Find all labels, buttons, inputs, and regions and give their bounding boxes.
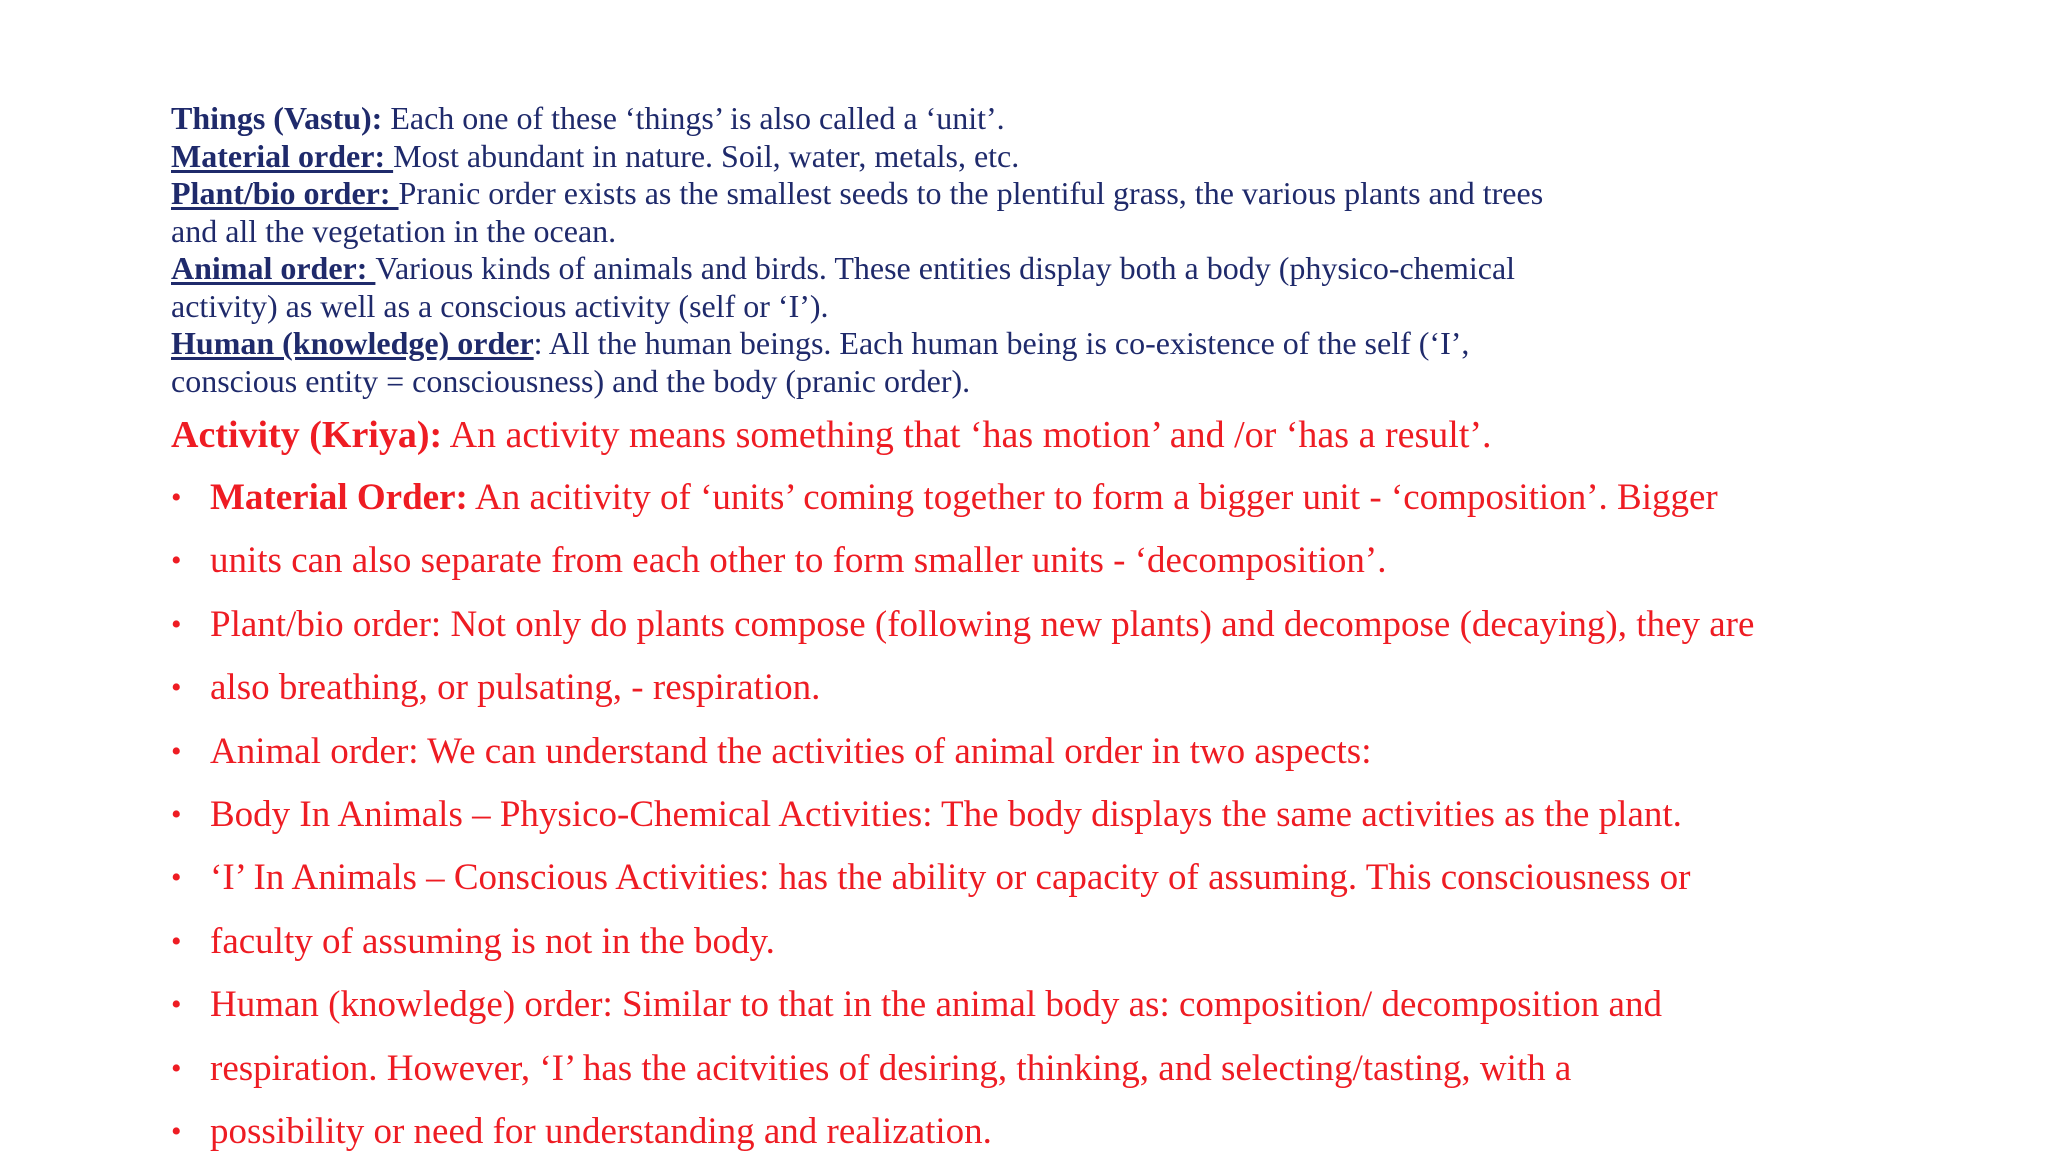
activity-text: An activity means something that ‘has motion’ and /or ‘has a result’.	[442, 414, 1492, 456]
bullet-item	[171, 1108, 1754, 1171]
bullet-text: Plant/bio order: Not only do plants compose (following new plants) and decompose (decaying), they are	[210, 603, 1755, 645]
bullet-item	[171, 854, 1754, 917]
plant-text-1: Pranic order exists as the smallest seeds to the plentiful grass, the various plants and trees	[398, 175, 1544, 211]
animal-text-1: Various kinds of animals and birds. These entities display both a body (physico-chemical	[375, 250, 1516, 286]
bullet-item	[171, 981, 1754, 1044]
material-line	[171, 138, 1891, 176]
bullet-item	[171, 664, 1754, 727]
animal-text-2: activity) as well as a conscious activity (self or ‘I’).	[171, 287, 829, 324]
bullet-dot: •	[171, 544, 182, 578]
activity-bullet-list	[171, 474, 1754, 1171]
bullet-text: ‘I’ In Animals – Conscious Activities: has the ability or capacity of assuming. This consciousness or	[210, 857, 1691, 899]
plant-text-2: and all the vegetation in the ocean.	[171, 212, 617, 249]
human-title: Human (knowledge) order	[171, 325, 534, 361]
bullet-text: units can also separate from each other to form smaller units - ‘decomposition’.	[210, 540, 1387, 582]
animal-line-2	[171, 288, 1891, 326]
things-text: Each one of these ‘things’ is also called a ‘unit’.	[382, 100, 1005, 136]
animal-title: Animal order:	[171, 250, 376, 286]
human-text-1: : All the human beings. Each human being is co-existence of the self (‘I’,	[533, 325, 1470, 361]
activity-heading	[171, 411, 1492, 459]
bullet-dot: •	[171, 924, 182, 958]
bullet-dot: •	[171, 1051, 182, 1085]
bullet-text: also breathing, or pulsating, - respiration.	[210, 667, 821, 709]
bullet-dot: •	[171, 607, 182, 641]
bullet-bold: Material Order:	[210, 477, 468, 518]
things-title: Things (Vastu):	[171, 100, 383, 136]
bullet-item	[171, 791, 1754, 854]
activity-title: Activity (Kriya):	[171, 414, 443, 456]
definitions-block	[171, 100, 1891, 400]
bullet-item	[171, 728, 1754, 791]
bullet-item	[171, 1045, 1754, 1108]
bullet-dot: •	[171, 1114, 182, 1148]
bullet-text: Body In Animals – Physico-Chemical Activities: The body displays the same activities as the plant.	[210, 793, 1682, 835]
bullet-dot: •	[171, 988, 182, 1022]
plant-title: Plant/bio order:	[171, 175, 399, 211]
bullet-item	[171, 537, 1754, 600]
material-text: Most abundant in nature. Soil, water, metals, etc.	[393, 137, 1020, 174]
bullet-text: possibility or need for understanding and realization.	[210, 1110, 992, 1152]
animal-line	[171, 250, 1891, 288]
human-text-2: conscious entity = consciousness) and the body (pranic order).	[171, 362, 971, 399]
bullet-text: Animal order: We can understand the activities of animal order in two aspects:	[210, 730, 1372, 772]
bullet-text: respiration. However, ‘I’ has the acitvities of desiring, thinking, and selecting/tasting, with a	[210, 1047, 1572, 1089]
human-line-2	[171, 363, 1891, 401]
bullet-dot: •	[171, 861, 182, 895]
bullet-dot: •	[171, 481, 182, 514]
material-title: Material order:	[171, 137, 394, 174]
bullet-dot: •	[171, 797, 182, 831]
bullet-text: Human (knowledge) order: Similar to that in the animal body as: composition/ decomposition and	[210, 984, 1662, 1026]
bullet-text: An acitivity of ‘units’ coming together to form a bigger unit - ‘composition’. Bigger	[467, 477, 1718, 518]
bullet-item	[171, 918, 1754, 981]
bullet-text: faculty of assuming is not in the body.	[210, 920, 775, 962]
bullet-item	[171, 474, 1754, 537]
things-line	[171, 100, 1891, 138]
plant-line-2	[171, 213, 1891, 251]
plant-line	[171, 175, 1891, 213]
human-line	[171, 325, 1891, 363]
bullet-item	[171, 601, 1754, 664]
bullet-dot: •	[171, 671, 182, 705]
bullet-dot: •	[171, 734, 182, 768]
